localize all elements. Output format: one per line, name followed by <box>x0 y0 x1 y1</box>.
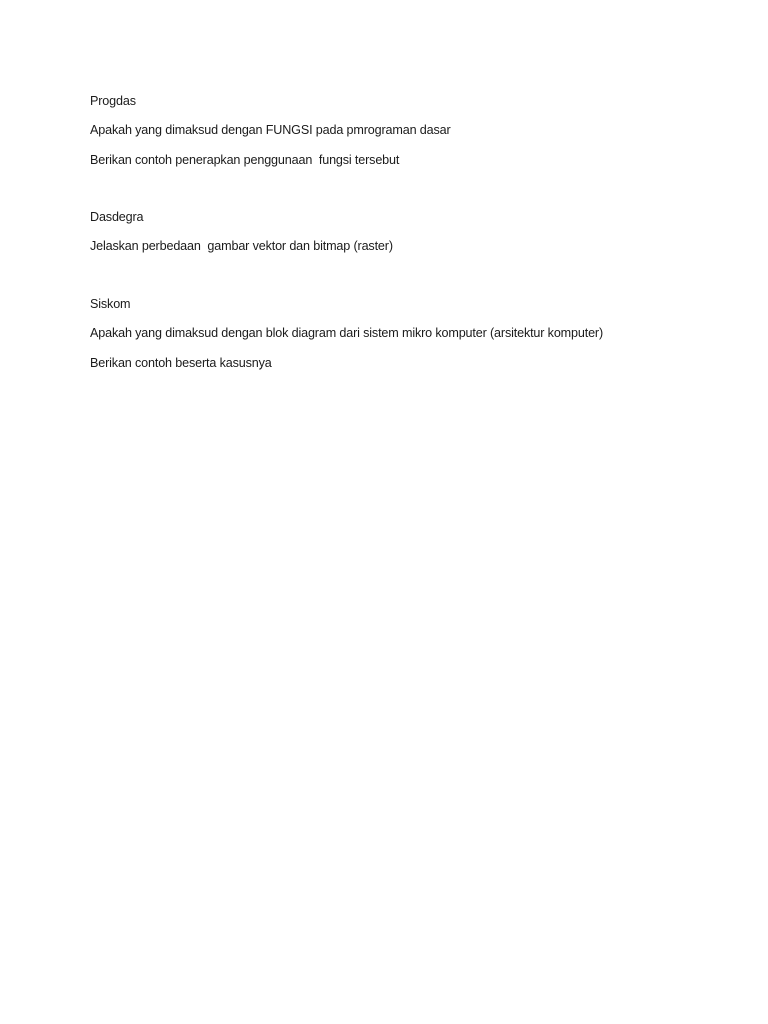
question-siskom-1: Apakah yang dimaksud dengan blok diagram dari sistem mikro komputer (arsitektur komputer) <box>90 326 604 340</box>
section-heading-progdas: Progdas <box>90 94 136 108</box>
question-progdas-1: Apakah yang dimaksud dengan FUNGSI pada pmrograman dasar <box>90 123 451 137</box>
section-heading-siskom: Siskom <box>90 297 131 311</box>
section-heading-dasdegra: Dasdegra <box>90 210 144 224</box>
question-progdas-2: Berikan contoh penerapkan penggunaan fungsi tersebut <box>90 153 400 167</box>
question-siskom-2: Berikan contoh beserta kasusnya <box>90 356 272 370</box>
question-dasdegra-1: Jelaskan perbedaan gambar vektor dan bitmap (raster) <box>90 239 393 253</box>
